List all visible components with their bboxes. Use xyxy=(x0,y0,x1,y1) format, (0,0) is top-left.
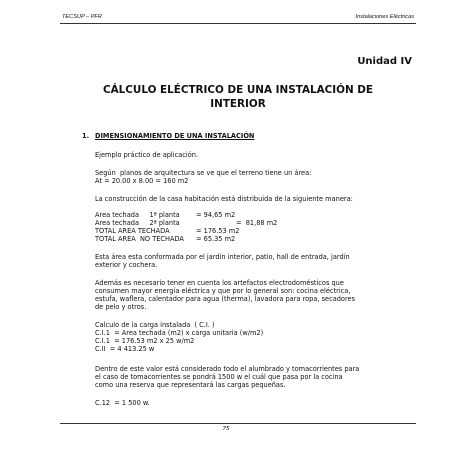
header-left: TECSUP – PFR xyxy=(62,14,102,20)
section-number: 1. xyxy=(82,132,90,140)
paragraph-distribution: La construcción de la casa habitación está distribuida de la siguiente manera: xyxy=(95,195,353,203)
paragraph-reserve-line-2: el caso de tomacorrientes se pondrá 1500 w el cuál que pasa por la cocina xyxy=(95,373,343,381)
page-title xyxy=(60,83,416,111)
unit-label: Unidad IV xyxy=(357,56,412,67)
title-line-1: CÁLCULO ELÉCTRICO DE UNA INSTALACIÓN DE xyxy=(102,84,374,96)
calc-heading: Calculo de la carga instalada ( C.I. ) xyxy=(95,321,215,329)
area-row-label: Area techada 2ª planta xyxy=(95,219,180,227)
paragraph-appliances-line-3: estufa, waflera, calentador para agua (therma), lavadora para ropa, secadores xyxy=(95,295,356,303)
paragraph-garden-line-2: exterior y cochera. xyxy=(95,261,158,269)
footer-rule xyxy=(60,423,416,424)
paragraph-appliances-line-2: consumen mayor energía eléctrica y que por lo general son: cocina eléctrica, xyxy=(95,287,351,295)
area-row-value: = 65.35 m2 xyxy=(196,235,236,243)
header-rule xyxy=(60,23,416,24)
paragraph-reserve-line-1: Dentro de este valor está considerado todo el alumbrado y tomacorrientes para xyxy=(95,365,360,373)
calc-substitution: C.I.1 = 176.53 m2 x 25 w/m2 xyxy=(95,337,195,345)
calc-c12: C.12 = 1 500 w. xyxy=(95,399,150,407)
section-title: DIMENSIONAMIENTO DE UNA INSTALACIÓN xyxy=(95,132,255,140)
title-line-2: INTERIOR xyxy=(210,98,266,110)
area-row-value: = 176.53 m2 xyxy=(196,227,240,235)
paragraph-area-line-1: Según planos de arquitectura se ve que el terreno tiene un área: xyxy=(95,169,312,177)
paragraph-garden-line-1: Esta área esta conformada por el jardín interior, patio, hall de entrada, jardín xyxy=(95,253,350,261)
area-row-label: TOTAL AREA TECHADA xyxy=(95,227,170,235)
paragraph-reserve-line-3: como una reserva que representará las cargas pequeñas. xyxy=(95,381,286,389)
area-row-label: Area techada 1ª planta xyxy=(95,211,180,219)
page-number: 75 xyxy=(222,426,230,432)
calc-formula: C.I.1 = Area techada (m2) x carga unitaria (w/m2) xyxy=(95,329,264,337)
paragraph-area-line-2: At = 20.00 x 8.00 = 160 m2 xyxy=(95,177,189,185)
area-row-value: = 94,65 m2 xyxy=(196,211,236,219)
paragraph-example: Ejemplo práctico de aplicación. xyxy=(95,151,199,159)
calc-result: C.II = 4 413.25 w xyxy=(95,345,155,353)
area-row-value: = 81,88 m2 xyxy=(236,219,278,227)
area-row-label: TOTAL AREA NO TECHADA xyxy=(95,235,184,243)
paragraph-appliances-line-4: de pelo y otros. xyxy=(95,303,147,311)
paragraph-appliances-line-1: Además es necesario tener en cuenta los artefactos electrodomésticos que xyxy=(95,279,344,287)
header-right: Instalaciones Eléctricas xyxy=(355,14,414,20)
